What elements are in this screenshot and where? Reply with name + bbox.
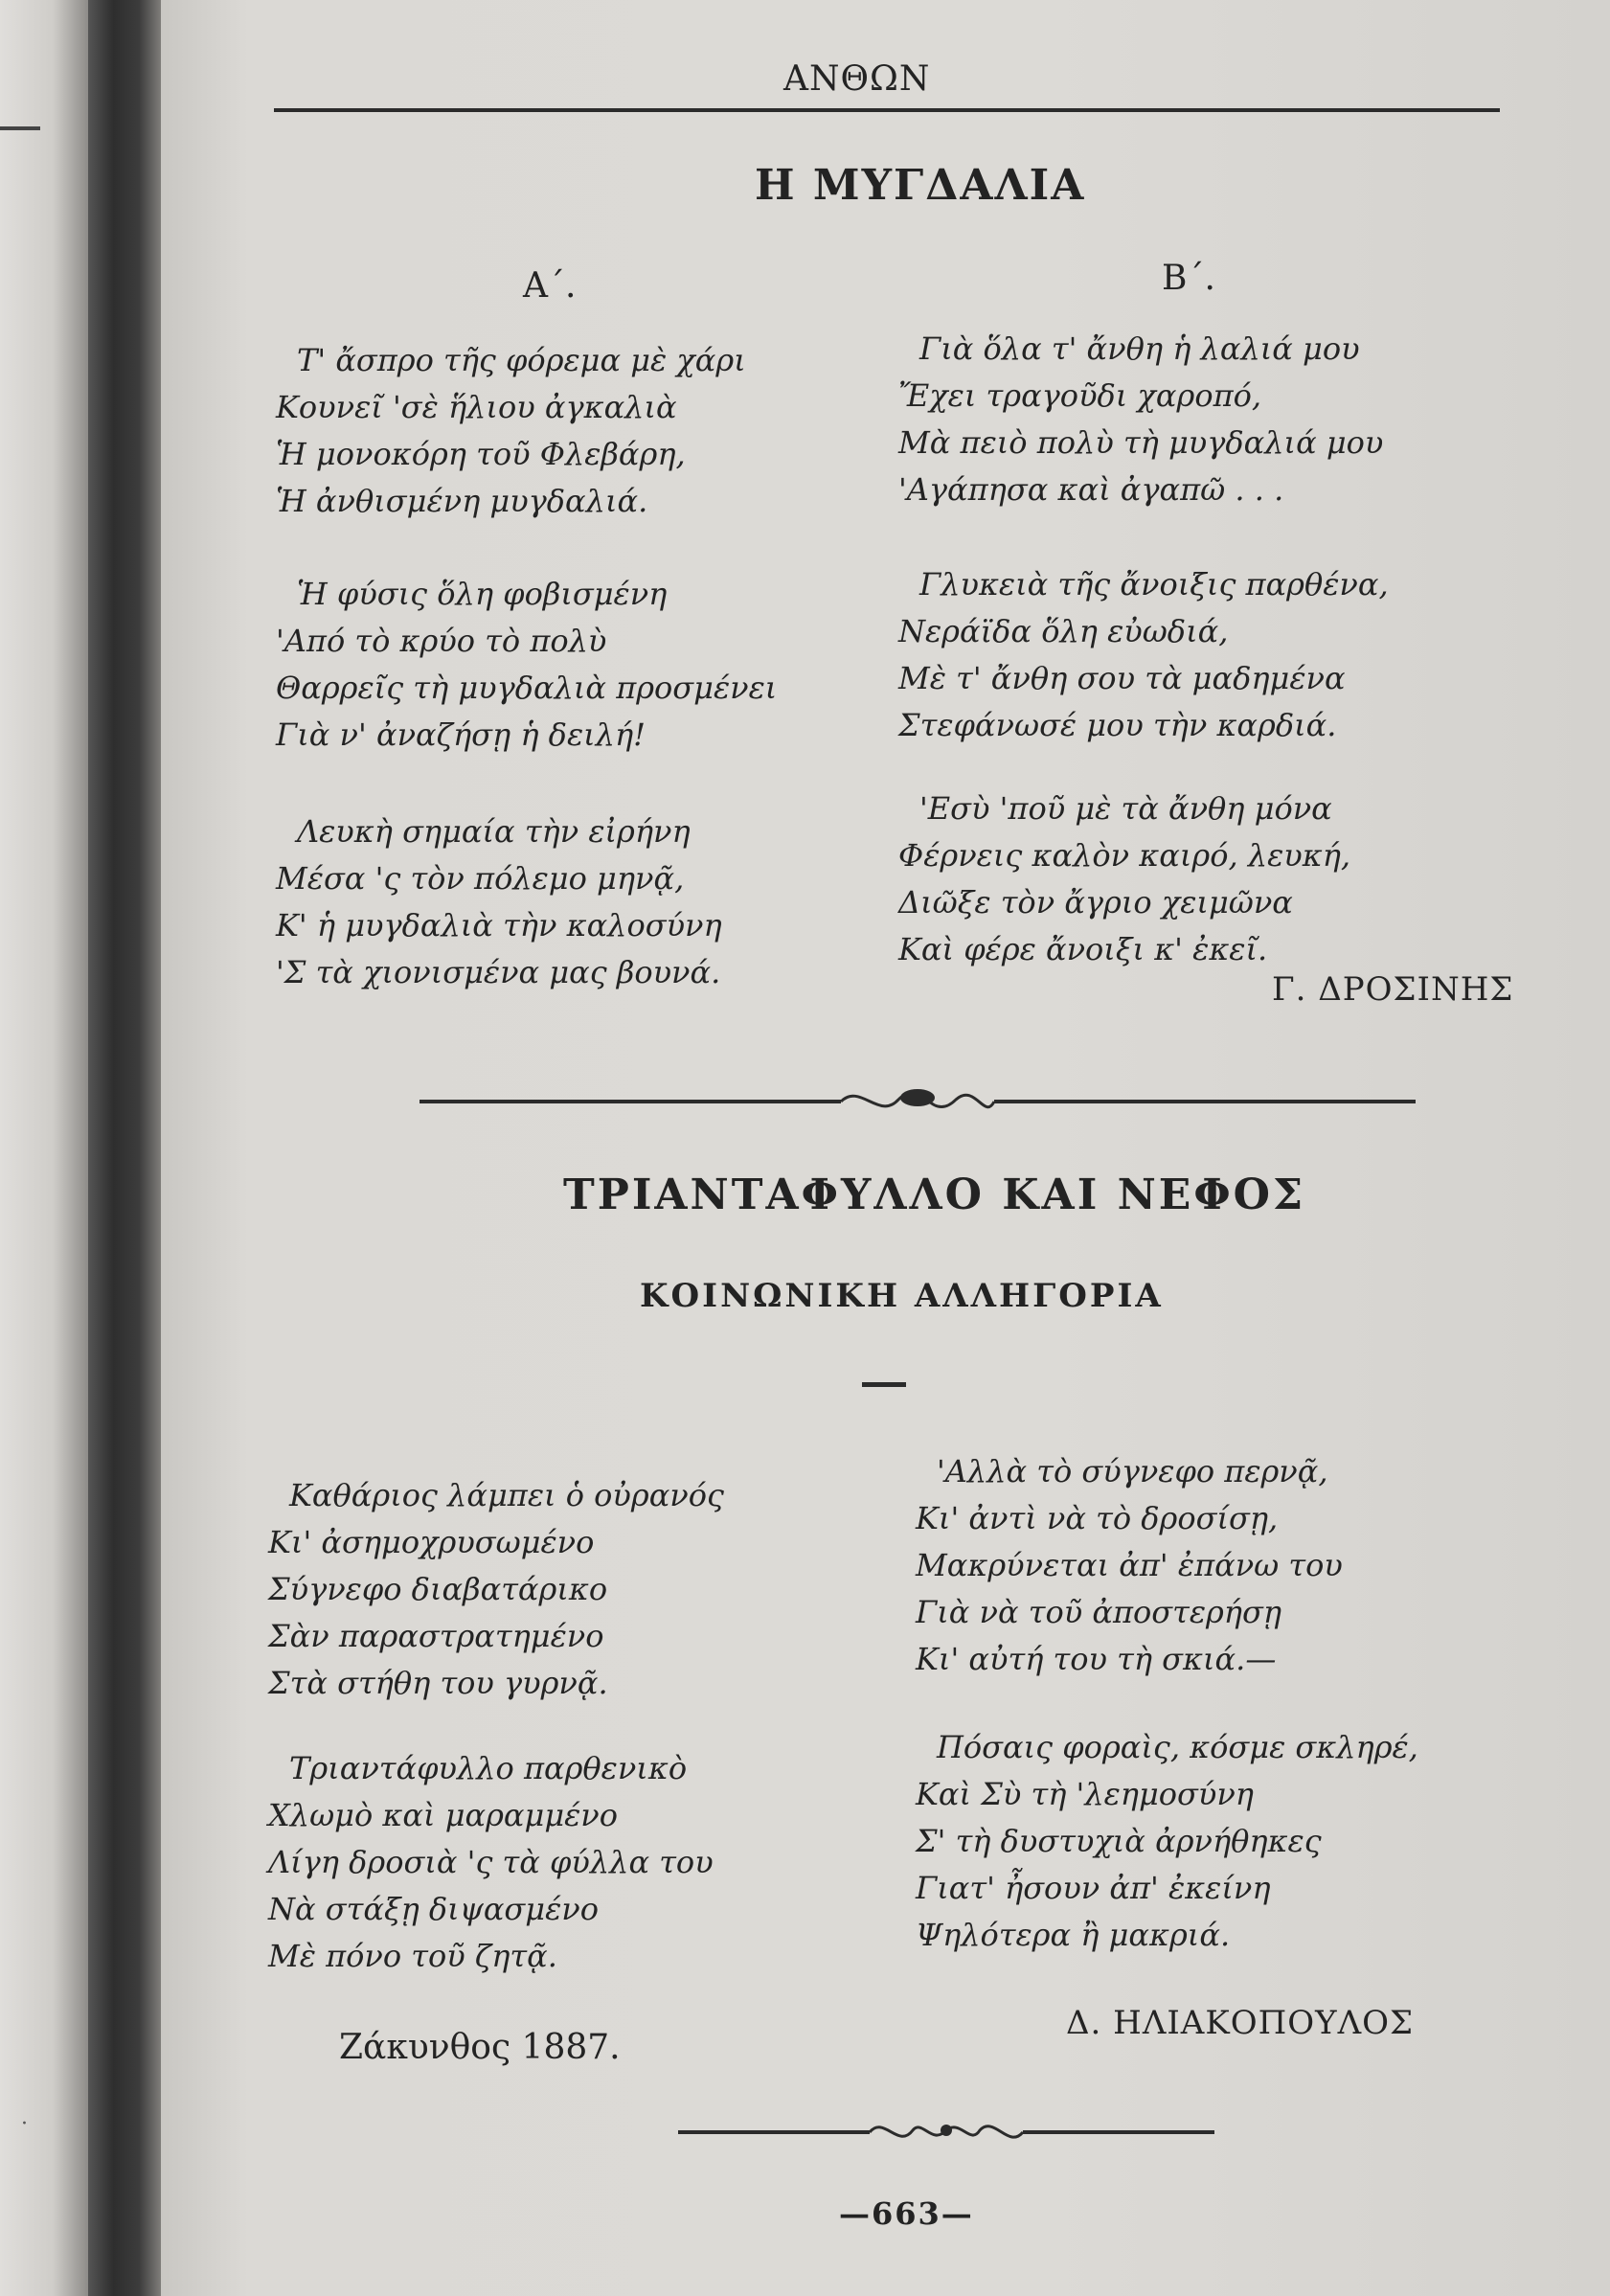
verse-line: Ψηλότερα ἢ μακριά. xyxy=(916,1917,1231,1953)
poem2-signature: Δ. ΗΛΙΑΚΟΠΟΥΛΟΣ xyxy=(1066,2004,1415,2042)
verse-line: 'Αλλὰ τὸ σύγνεφο περνᾷ, xyxy=(937,1453,1328,1489)
poem2-right-stanza-1 xyxy=(916,1448,1343,1683)
verse-line: Γιὰ νὰ τοῦ ἀποστερήσῃ xyxy=(916,1594,1281,1630)
poem1-signature: Γ. ΔΡΟΣΙΝΗΣ xyxy=(1272,970,1514,1009)
poem1-right-stanza-1 xyxy=(898,326,1383,513)
verse-line: Ἡ μονοκόρη τοῦ Φλεβάρη, xyxy=(276,436,686,472)
verse-line: Κι' ἀντὶ νὰ τὸ δροσίσῃ, xyxy=(916,1500,1279,1536)
poem2-left-stanza-2 xyxy=(268,1745,714,1980)
verse-line: Ἡ ἀνθισμένη μυγδαλιά. xyxy=(276,483,648,519)
verse-line: Λίγη δροσιὰ 'ς τὰ φύλλα του xyxy=(268,1844,714,1880)
verse-line: Γιὰ ν' ἀναζήσῃ ἡ δειλή! xyxy=(276,716,646,753)
page xyxy=(161,0,1610,2296)
verse-line: Στεφάνωσέ μου τὴν καρδιά. xyxy=(898,707,1337,743)
verse-line: Ἡ φύσις ὅλη φοβισμένη xyxy=(297,576,668,612)
verse-line: 'Από τὸ κρύο τὸ πολὺ xyxy=(276,623,607,659)
previous-page-edge xyxy=(0,0,88,2296)
poem1-left-stanza-3 xyxy=(276,808,722,996)
verse-line: Μέσα 'ς τὸν πόλεμο μηνᾷ, xyxy=(276,860,685,897)
verse-line: Γιὰ ὅλα τ' ἄνθη ἡ λαλιά μου xyxy=(919,330,1360,367)
poem1-title: Η ΜΥΓΔΑΛΙΑ xyxy=(755,161,1086,210)
verse-line: Χλωμὸ καὶ μαραμμένο xyxy=(268,1797,619,1833)
poem2-subtitle: ΚΟΙΝΩΝΙΚΗ ΑΛΛΗΓΟΡΙΑ xyxy=(640,1277,1164,1315)
verse-line: Φέρνεις καλὸν καιρό, λευκή, xyxy=(898,837,1351,874)
verse-line: Νεράϊδα ὅλη εὐωδιά, xyxy=(898,613,1229,649)
verse-line: Μὲ τ' ἄνθη σου τὰ μαδημένα xyxy=(898,660,1346,696)
header-rule xyxy=(274,108,1500,112)
poem1-part-b-label: Β΄. xyxy=(1162,259,1215,298)
page-number: —663— xyxy=(839,2195,974,2232)
verse-line: Γλυκειὰ τῆς ἄνοιξις παρθένα, xyxy=(919,566,1389,602)
poem1-left-stanza-2 xyxy=(276,571,777,759)
verse-line: Καθάριος λάμπει ὁ οὐρανός xyxy=(289,1477,724,1513)
verse-line: Τριαντάφυλλο παρθενικὸ xyxy=(289,1750,688,1786)
verse-line: 'Σ τὰ χιονισμένα μας βουνά. xyxy=(276,954,721,990)
book-gutter xyxy=(88,0,161,2296)
verse-line: Μὲ πόνο τοῦ ζητᾷ. xyxy=(268,1938,557,1974)
poem1-right-stanza-3 xyxy=(898,785,1350,973)
verse-line: Τ' ἄσπρο τῆς φόρεμα μὲ χάρι xyxy=(297,342,746,378)
verse-line: Σύγνεφο διαβατάρικο xyxy=(268,1571,608,1607)
verse-line: Κι' αὐτή του τὴ σκιά.— xyxy=(916,1641,1277,1677)
verse-line: Στὰ στήθη του γυρνᾷ. xyxy=(268,1665,608,1701)
poem2-right-stanza-2 xyxy=(916,1724,1418,1959)
verse-line: Μὰ πειὸ πολὺ τὴ μυγδαλιά μου xyxy=(898,424,1384,461)
verse-line: Ἔχει τραγοῦδι χαροπό, xyxy=(898,377,1262,414)
verse-line: Κουνεῖ 'σὲ ἥλιου ἀγκαλιὰ xyxy=(276,389,677,425)
previous-page-rule xyxy=(0,126,40,130)
poem1-part-a-label: Α΄. xyxy=(523,266,577,306)
verse-line: Γιατ' ἦσουν ἀπ' ἐκείνη xyxy=(916,1870,1271,1906)
verse-line: Θαρρεῖς τὴ μυγδαλιὰ προσμένει xyxy=(276,670,778,706)
verse-line: 'Αγάπησα καὶ ἀγαπῶ . . . xyxy=(898,471,1284,508)
verse-line: 'Εσὺ 'ποῦ μὲ τὰ ἄνθη μόνα xyxy=(919,790,1332,827)
verse-line: Σὰν παραστρατημένο xyxy=(268,1618,604,1654)
poem2-left-stanza-1 xyxy=(268,1472,724,1707)
poem1-left-stanza-1 xyxy=(276,337,746,525)
poem1-right-stanza-2 xyxy=(898,561,1389,749)
running-header: ΑΝΘΩΝ xyxy=(783,59,931,99)
verse-line: Νὰ στάξῃ διψασμένο xyxy=(268,1891,599,1927)
end-ornament xyxy=(678,2107,1214,2155)
verse-line: Καὶ Σὺ τὴ 'λεημοσύνη xyxy=(916,1776,1254,1812)
verse-line: Κ' ἡ μυγδαλιὰ τὴν καλοσύνη xyxy=(276,907,722,943)
poem2-title: ΤΡΙΑΝΤΑΦΥΛΛΟ ΚΑΙ ΝΕΦΟΣ xyxy=(563,1171,1306,1219)
verse-line: Μακρύνεται ἀπ' ἐπάνω του xyxy=(916,1547,1343,1583)
place-and-date: Ζάκυνθος 1887. xyxy=(339,2028,621,2067)
verse-line: Κι' ἀσημοχρυσωμένο xyxy=(268,1524,595,1560)
verse-line: Λευκὴ σημαία τὴν εἰρήνη xyxy=(297,813,691,850)
verse-line: Διῶξε τὸν ἄγριο χειμῶνα xyxy=(898,884,1293,921)
verse-line: Πόσαις φοραὶς, κόσμε σκληρέ, xyxy=(937,1729,1418,1765)
ornament-divider xyxy=(420,1073,1416,1126)
verse-line: Καὶ φέρε ἄνοιξι κ' ἐκεῖ. xyxy=(898,931,1268,967)
previous-page-marks: · xyxy=(21,2112,28,2136)
verse-line: Σ' τὴ δυστυχιὰ ἀρνήθηκες xyxy=(916,1823,1322,1859)
section-dash xyxy=(862,1382,906,1387)
